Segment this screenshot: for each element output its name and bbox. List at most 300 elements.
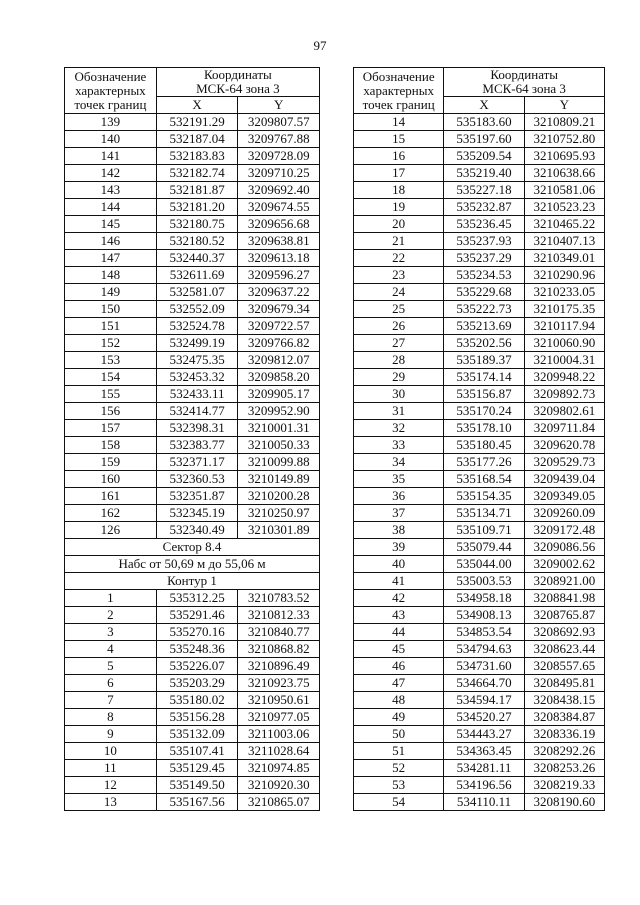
table-row <box>65 250 320 267</box>
table-row <box>354 505 605 522</box>
x-cell: 534363.45 <box>444 743 524 760</box>
y-cell: 3209260.09 <box>524 505 604 522</box>
point-id-cell: 23 <box>354 267 444 284</box>
table-row <box>65 607 320 624</box>
point-id-cell: 34 <box>354 454 444 471</box>
table-row <box>65 216 320 233</box>
point-id-cell: 7 <box>65 692 157 709</box>
table-row <box>354 760 605 777</box>
table-row <box>354 437 605 454</box>
table-row <box>65 233 320 250</box>
y-cell: 3210149.89 <box>238 471 320 488</box>
point-id-cell: 27 <box>354 335 444 352</box>
table-row <box>65 675 320 692</box>
point-id-cell: 11 <box>65 760 157 777</box>
y-cell: 3208495.81 <box>524 675 604 692</box>
point-id-cell: 140 <box>65 131 157 148</box>
table-row <box>354 624 605 641</box>
point-id-cell: 41 <box>354 573 444 590</box>
y-cell: 3210974.85 <box>238 760 320 777</box>
x-cell: 532180.52 <box>156 233 238 250</box>
table-row <box>354 675 605 692</box>
x-cell: 535236.45 <box>444 216 524 233</box>
table-row <box>354 556 605 573</box>
point-id-cell: 158 <box>65 437 157 454</box>
point-id-cell: 139 <box>65 114 157 131</box>
y-cell: 3210868.82 <box>238 641 320 658</box>
y-cell: 3208557.65 <box>524 658 604 675</box>
y-cell: 3210233.05 <box>524 284 604 301</box>
table-row <box>354 590 605 607</box>
y-cell: 3209858.20 <box>238 369 320 386</box>
table-row <box>65 284 320 301</box>
point-id-cell: 38 <box>354 522 444 539</box>
table-row <box>354 318 605 335</box>
point-id-cell: 153 <box>65 352 157 369</box>
table-row <box>65 488 320 505</box>
y-cell: 3209638.81 <box>238 233 320 250</box>
x-cell: 535167.56 <box>156 794 238 811</box>
table-row <box>354 250 605 267</box>
point-id-cell: 17 <box>354 165 444 182</box>
y-cell: 3210349.01 <box>524 250 604 267</box>
x-cell: 534908.13 <box>444 607 524 624</box>
x-cell: 532345.19 <box>156 505 238 522</box>
x-cell: 535232.87 <box>444 199 524 216</box>
point-id-cell: 148 <box>65 267 157 284</box>
x-cell: 532398.31 <box>156 420 238 437</box>
x-cell: 535203.29 <box>156 675 238 692</box>
point-id-cell: 26 <box>354 318 444 335</box>
x-cell: 532453.32 <box>156 369 238 386</box>
left-rows-b <box>65 590 320 811</box>
x-cell: 535180.02 <box>156 692 238 709</box>
y-cell: 3209812.07 <box>238 352 320 369</box>
point-id-cell: 54 <box>354 794 444 811</box>
point-id-cell: 46 <box>354 658 444 675</box>
x-cell: 535079.44 <box>444 539 524 556</box>
y-cell: 3210465.22 <box>524 216 604 233</box>
point-id-cell: 49 <box>354 709 444 726</box>
table-row <box>354 641 605 658</box>
y-cell: 3210290.96 <box>524 267 604 284</box>
x-cell: 532351.87 <box>156 488 238 505</box>
point-id-cell: 162 <box>65 505 157 522</box>
point-id-cell: 47 <box>354 675 444 692</box>
x-cell: 532611.69 <box>156 267 238 284</box>
point-id-cell: 8 <box>65 709 157 726</box>
x-header: X <box>444 97 524 114</box>
habs-caption: Набс от 50,69 м до 55,06 м <box>65 556 320 573</box>
y-cell: 3210200.28 <box>238 488 320 505</box>
point-id-cell: 12 <box>65 777 157 794</box>
x-cell: 534853.54 <box>444 624 524 641</box>
y-cell: 3211003.06 <box>238 726 320 743</box>
x-cell: 535189.37 <box>444 352 524 369</box>
point-id-cell: 39 <box>354 539 444 556</box>
point-label-header: Обозначение характерных точек границ <box>354 68 444 114</box>
table-row <box>65 692 320 709</box>
y-cell: 3209802.61 <box>524 403 604 420</box>
y-cell: 3209722.57 <box>238 318 320 335</box>
x-cell: 535149.50 <box>156 777 238 794</box>
table-row <box>354 114 605 131</box>
x-cell: 534594.17 <box>444 692 524 709</box>
table-row <box>354 216 605 233</box>
table-row <box>354 607 605 624</box>
point-id-cell: 19 <box>354 199 444 216</box>
x-cell: 535178.10 <box>444 420 524 437</box>
y-cell: 3210896.49 <box>238 658 320 675</box>
y-cell: 3208253.26 <box>524 760 604 777</box>
table-row <box>65 369 320 386</box>
coordinates-table-right <box>353 67 605 811</box>
x-cell: 532187.04 <box>156 131 238 148</box>
x-cell: 535291.46 <box>156 607 238 624</box>
y-cell: 3208336.19 <box>524 726 604 743</box>
point-id-cell: 161 <box>65 488 157 505</box>
table-row <box>354 369 605 386</box>
point-id-cell: 33 <box>354 437 444 454</box>
x-cell: 532475.35 <box>156 352 238 369</box>
table-row <box>354 658 605 675</box>
point-id-cell: 40 <box>354 556 444 573</box>
y-cell: 3210920.30 <box>238 777 320 794</box>
x-cell: 535197.60 <box>444 131 524 148</box>
y-cell: 3210638.66 <box>524 165 604 182</box>
table-row <box>354 692 605 709</box>
point-id-cell: 150 <box>65 301 157 318</box>
table-row <box>65 760 320 777</box>
point-id-cell: 157 <box>65 420 157 437</box>
point-id-cell: 147 <box>65 250 157 267</box>
x-cell: 532180.75 <box>156 216 238 233</box>
table-row <box>65 148 320 165</box>
y-cell: 3210977.05 <box>238 709 320 726</box>
table-row <box>354 284 605 301</box>
table-row <box>65 658 320 675</box>
table-row <box>65 403 320 420</box>
point-id-cell: 21 <box>354 233 444 250</box>
table-row <box>354 522 605 539</box>
point-id-cell: 22 <box>354 250 444 267</box>
point-id-cell: 32 <box>354 420 444 437</box>
y-cell: 3209637.22 <box>238 284 320 301</box>
y-cell: 3209596.27 <box>238 267 320 284</box>
x-cell: 535044.00 <box>444 556 524 573</box>
x-cell: 534110.11 <box>444 794 524 811</box>
x-cell: 535202.56 <box>444 335 524 352</box>
x-cell: 535229.68 <box>444 284 524 301</box>
y-cell: 3210050.33 <box>238 437 320 454</box>
point-id-cell: 10 <box>65 743 157 760</box>
x-cell: 535209.54 <box>444 148 524 165</box>
x-cell: 535156.28 <box>156 709 238 726</box>
x-cell: 534281.11 <box>444 760 524 777</box>
y-cell: 3209710.25 <box>238 165 320 182</box>
table-row <box>65 794 320 811</box>
table-row <box>65 743 320 760</box>
y-cell: 3208292.26 <box>524 743 604 760</box>
point-id-cell: 141 <box>65 148 157 165</box>
point-id-cell: 144 <box>65 199 157 216</box>
point-id-cell: 16 <box>354 148 444 165</box>
table-row <box>354 165 605 182</box>
point-id-cell: 43 <box>354 607 444 624</box>
y-cell: 3209529.73 <box>524 454 604 471</box>
x-cell: 532552.09 <box>156 301 238 318</box>
table-row <box>65 420 320 437</box>
x-cell: 532414.77 <box>156 403 238 420</box>
point-id-cell: 31 <box>354 403 444 420</box>
y-cell: 3209767.88 <box>238 131 320 148</box>
table-row <box>65 182 320 199</box>
table-row <box>354 573 605 590</box>
point-id-cell: 53 <box>354 777 444 794</box>
table-row <box>354 743 605 760</box>
point-id-cell: 25 <box>354 301 444 318</box>
point-id-cell: 35 <box>354 471 444 488</box>
x-cell: 532183.83 <box>156 148 238 165</box>
table-row <box>65 471 320 488</box>
point-id-cell: 152 <box>65 335 157 352</box>
x-cell: 534664.70 <box>444 675 524 692</box>
table-row <box>65 624 320 641</box>
y-cell: 3209766.82 <box>238 335 320 352</box>
point-id-cell: 42 <box>354 590 444 607</box>
x-cell: 534520.27 <box>444 709 524 726</box>
x-cell: 535237.93 <box>444 233 524 250</box>
x-cell: 532371.17 <box>156 454 238 471</box>
y-cell: 3210117.94 <box>524 318 604 335</box>
point-id-cell: 30 <box>354 386 444 403</box>
table-row <box>354 471 605 488</box>
x-cell: 532360.53 <box>156 471 238 488</box>
x-cell: 535174.14 <box>444 369 524 386</box>
page-number: 97 <box>313 38 327 53</box>
table-row <box>354 199 605 216</box>
point-id-cell: 51 <box>354 743 444 760</box>
y-cell: 3208623.44 <box>524 641 604 658</box>
x-cell: 535234.53 <box>444 267 524 284</box>
x-cell: 535237.29 <box>444 250 524 267</box>
point-id-cell: 5 <box>65 658 157 675</box>
point-id-cell: 37 <box>354 505 444 522</box>
point-id-cell: 149 <box>65 284 157 301</box>
x-cell: 532499.19 <box>156 335 238 352</box>
y-cell: 3209439.04 <box>524 471 604 488</box>
table-row <box>354 267 605 284</box>
table-row <box>354 539 605 556</box>
table-row <box>65 301 320 318</box>
coordinates-table-left <box>64 67 320 811</box>
y-cell: 3209172.48 <box>524 522 604 539</box>
y-cell: 3209674.55 <box>238 199 320 216</box>
x-cell: 534794.63 <box>444 641 524 658</box>
y-cell: 3209692.40 <box>238 182 320 199</box>
x-cell: 535270.16 <box>156 624 238 641</box>
y-cell: 3209086.56 <box>524 539 604 556</box>
y-cell: 3210060.90 <box>524 335 604 352</box>
x-cell: 534958.18 <box>444 590 524 607</box>
x-cell: 532383.77 <box>156 437 238 454</box>
point-id-cell: 159 <box>65 454 157 471</box>
y-cell: 3209679.34 <box>238 301 320 318</box>
point-id-cell: 18 <box>354 182 444 199</box>
x-cell: 535213.69 <box>444 318 524 335</box>
x-cell: 535109.71 <box>444 522 524 539</box>
x-cell: 532182.74 <box>156 165 238 182</box>
table-row <box>354 454 605 471</box>
y-header: Y <box>238 97 320 114</box>
table-row <box>65 335 320 352</box>
table-row <box>65 386 320 403</box>
contour-caption: Контур 1 <box>65 573 320 590</box>
y-cell: 3209905.17 <box>238 386 320 403</box>
point-id-cell: 3 <box>65 624 157 641</box>
point-id-cell: 160 <box>65 471 157 488</box>
point-id-cell: 151 <box>65 318 157 335</box>
y-cell: 3209728.09 <box>238 148 320 165</box>
x-header: X <box>156 97 238 114</box>
x-cell: 535180.45 <box>444 437 524 454</box>
y-cell: 3208190.60 <box>524 794 604 811</box>
point-id-cell: 36 <box>354 488 444 505</box>
y-cell: 3208219.33 <box>524 777 604 794</box>
table-row <box>65 454 320 471</box>
point-id-cell: 52 <box>354 760 444 777</box>
point-id-cell: 6 <box>65 675 157 692</box>
table-row <box>65 199 320 216</box>
x-cell: 532440.37 <box>156 250 238 267</box>
x-cell: 535177.26 <box>444 454 524 471</box>
right-rows <box>354 114 605 811</box>
y-cell: 3208692.93 <box>524 624 604 641</box>
table-row <box>354 148 605 165</box>
x-cell: 535107.41 <box>156 743 238 760</box>
x-cell: 535132.09 <box>156 726 238 743</box>
x-cell: 535170.24 <box>444 403 524 420</box>
point-id-cell: 9 <box>65 726 157 743</box>
point-id-cell: 15 <box>354 131 444 148</box>
point-id-cell: 145 <box>65 216 157 233</box>
x-cell: 535183.60 <box>444 114 524 131</box>
y-cell: 3209349.05 <box>524 488 604 505</box>
point-id-cell: 142 <box>65 165 157 182</box>
y-cell: 3209952.90 <box>238 403 320 420</box>
y-cell: 3210250.97 <box>238 505 320 522</box>
x-cell: 534731.60 <box>444 658 524 675</box>
table-row <box>65 114 320 131</box>
x-cell: 535129.45 <box>156 760 238 777</box>
table-row <box>354 709 605 726</box>
coordinates-header: Координаты МСК-64 зона 3 <box>156 68 319 97</box>
y-cell: 3210695.93 <box>524 148 604 165</box>
y-cell: 3210004.31 <box>524 352 604 369</box>
table-row <box>65 165 320 182</box>
table-row <box>65 709 320 726</box>
table-row <box>65 437 320 454</box>
point-id-cell: 29 <box>354 369 444 386</box>
y-cell: 3210865.07 <box>238 794 320 811</box>
y-cell: 3210812.33 <box>238 607 320 624</box>
point-id-cell: 1 <box>65 590 157 607</box>
y-cell: 3208841.98 <box>524 590 604 607</box>
point-id-cell: 44 <box>354 624 444 641</box>
point-id-cell: 143 <box>65 182 157 199</box>
table-row <box>354 777 605 794</box>
x-cell: 532581.07 <box>156 284 238 301</box>
table-row <box>65 505 320 522</box>
x-cell: 535156.87 <box>444 386 524 403</box>
point-id-cell: 154 <box>65 369 157 386</box>
y-cell: 3209711.84 <box>524 420 604 437</box>
table-row <box>65 131 320 148</box>
point-label-header: Обозначение характерных точек границ <box>65 68 157 114</box>
table-row <box>354 131 605 148</box>
y-cell: 3209948.22 <box>524 369 604 386</box>
table-row <box>354 403 605 420</box>
point-id-cell: 50 <box>354 726 444 743</box>
x-cell: 532340.49 <box>156 522 238 539</box>
y-cell: 3210001.31 <box>238 420 320 437</box>
table-row <box>65 641 320 658</box>
point-id-cell: 28 <box>354 352 444 369</box>
coordinates-header: Координаты МСК-64 зона 3 <box>444 68 605 97</box>
table-row <box>65 590 320 607</box>
y-cell: 3210523.23 <box>524 199 604 216</box>
left-rows-a <box>65 114 320 539</box>
y-cell: 3210099.88 <box>238 454 320 471</box>
x-cell: 532181.20 <box>156 199 238 216</box>
point-id-cell: 155 <box>65 386 157 403</box>
point-id-cell: 126 <box>65 522 157 539</box>
x-cell: 535168.54 <box>444 471 524 488</box>
table-row <box>354 182 605 199</box>
table-row <box>65 318 320 335</box>
y-cell: 3209892.73 <box>524 386 604 403</box>
y-cell: 3210301.89 <box>238 522 320 539</box>
y-cell: 3208438.15 <box>524 692 604 709</box>
y-cell: 3208384.87 <box>524 709 604 726</box>
table-row <box>354 420 605 437</box>
point-id-cell: 146 <box>65 233 157 250</box>
point-id-cell: 24 <box>354 284 444 301</box>
y-cell: 3211028.64 <box>238 743 320 760</box>
point-id-cell: 48 <box>354 692 444 709</box>
point-id-cell: 13 <box>65 794 157 811</box>
y-cell: 3210407.13 <box>524 233 604 250</box>
point-id-cell: 20 <box>354 216 444 233</box>
point-id-cell: 4 <box>65 641 157 658</box>
y-cell: 3208765.87 <box>524 607 604 624</box>
table-row <box>354 488 605 505</box>
x-cell: 535226.07 <box>156 658 238 675</box>
x-cell: 534443.27 <box>444 726 524 743</box>
table-row <box>65 726 320 743</box>
x-cell: 535222.73 <box>444 301 524 318</box>
y-cell: 3210950.61 <box>238 692 320 709</box>
x-cell: 535227.18 <box>444 182 524 199</box>
x-cell: 535003.53 <box>444 573 524 590</box>
table-row <box>354 301 605 318</box>
x-cell: 532181.87 <box>156 182 238 199</box>
y-cell: 3209656.68 <box>238 216 320 233</box>
table-row <box>354 726 605 743</box>
x-cell: 535312.25 <box>156 590 238 607</box>
table-row <box>65 777 320 794</box>
y-cell: 3210581.06 <box>524 182 604 199</box>
